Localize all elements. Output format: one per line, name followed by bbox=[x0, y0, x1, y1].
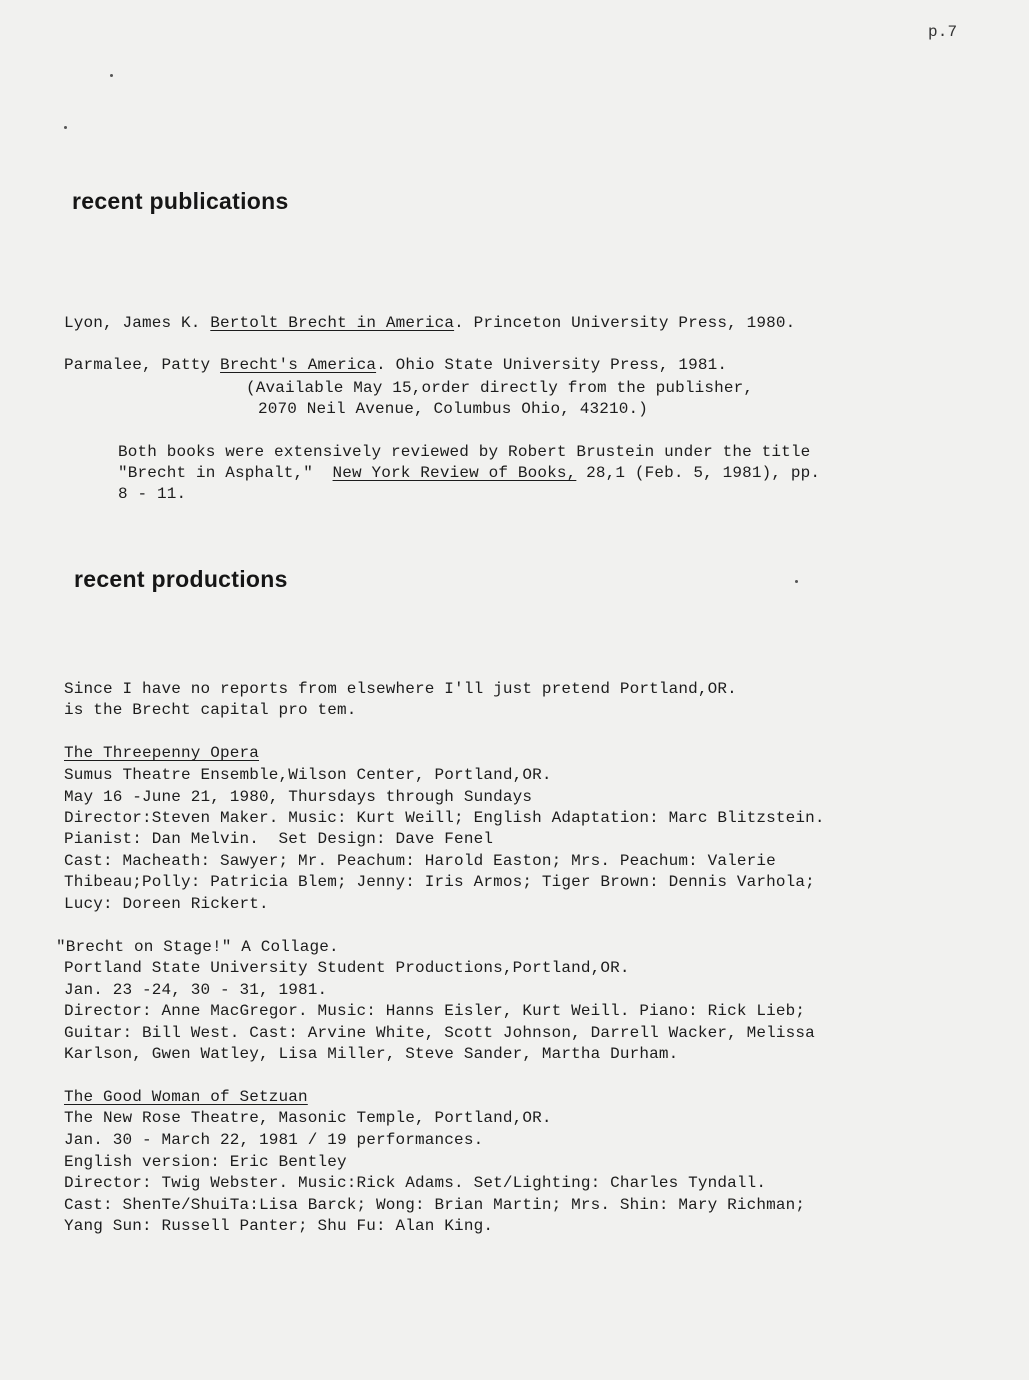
review-issue: 28,1 (Feb. 5, 1981), pp. bbox=[576, 464, 821, 482]
production-detail-line: Jan. 30 - March 22, 1981 / 19 performances. bbox=[64, 1131, 484, 1149]
publication-author: Parmalee, Patty bbox=[64, 356, 211, 374]
review-pages-line: 8 - 11. bbox=[118, 485, 187, 503]
production-detail-line: Karlson, Gwen Watley, Lisa Miller, Steve Sander, Martha Durham. bbox=[64, 1045, 679, 1063]
publication-lyon bbox=[64, 313, 795, 333]
publications-heading: recent publications bbox=[72, 188, 289, 214]
publication-publisher: . Princeton University Press, 1980. bbox=[454, 314, 796, 332]
review-text-line: Both books were extensively reviewed by Robert Brustein under the title bbox=[118, 443, 811, 461]
review-citation-line bbox=[118, 463, 820, 483]
production-detail-line: Lucy: Doreen Rickert. bbox=[64, 895, 269, 913]
production-detail-line: Pianist: Dan Melvin. Set Design: Dave Fenel bbox=[64, 830, 494, 848]
publication-title: Brecht's America bbox=[220, 356, 377, 374]
production-detail-line: Guitar: Bill West. Cast: Arvine White, Scott Johnson, Darrell Wacker, Melissa bbox=[64, 1024, 815, 1042]
production-detail-line: Jan. 23 -24, 30 - 31, 1981. bbox=[64, 981, 328, 999]
production-detail-line: Cast: Macheath: Sawyer; Mr. Peachum: Harold Easton; Mrs. Peachum: Valerie bbox=[64, 852, 776, 870]
production-detail-line: The New Rose Theatre, Masonic Temple, Portland,OR. bbox=[64, 1109, 552, 1127]
production-title: "Brecht on Stage!" A Collage. bbox=[56, 938, 339, 956]
publication-author: Lyon, James K. bbox=[64, 314, 201, 332]
scan-speck bbox=[795, 580, 798, 583]
publication-parmalee bbox=[64, 355, 727, 375]
page-number: p.7 bbox=[928, 23, 958, 41]
productions-heading: recent productions bbox=[74, 566, 288, 592]
production-detail-line: Sumus Theatre Ensemble,Wilson Center, Portland,OR. bbox=[64, 766, 552, 784]
production-detail-line: English version: Eric Bentley bbox=[64, 1153, 347, 1171]
scan-speck bbox=[64, 126, 67, 129]
production-detail-line: Yang Sun: Russell Panter; Shu Fu: Alan King. bbox=[64, 1217, 494, 1235]
production-detail-line: Portland State University Student Productions,Portland,OR. bbox=[64, 959, 630, 977]
production-title: The Good Woman of Setzuan bbox=[64, 1088, 308, 1106]
production-detail-line: Director:Steven Maker. Music: Kurt Weill; English Adaptation: Marc Blitzstein. bbox=[64, 809, 825, 827]
production-title: The Threepenny Opera bbox=[64, 744, 260, 762]
publication-publisher: . Ohio State University Press, 1981. bbox=[376, 356, 728, 374]
production-detail-line: Thibeau;Polly: Patricia Blem; Jenny: Iris Armos; Tiger Brown: Dennis Varhola; bbox=[64, 873, 815, 891]
production-detail-line: May 16 -June 21, 1980, Thursdays through Sundays bbox=[64, 788, 533, 806]
publication-availability-line: (Available May 15,order directly from the publisher, bbox=[246, 379, 754, 397]
productions-intro-line: Since I have no reports from elsewhere I'll just pretend Portland,OR. bbox=[64, 680, 737, 698]
scan-speck bbox=[110, 74, 113, 77]
production-detail-line: Cast: ShenTe/ShuiTa:Lisa Barck; Wong: Brian Martin; Mrs. Shin: Mary Richman; bbox=[64, 1196, 806, 1214]
productions-intro-line: is the Brecht capital pro tem. bbox=[64, 701, 357, 719]
production-detail-line: Director: Anne MacGregor. Music: Hanns Eisler, Kurt Weill. Piano: Rick Lieb; bbox=[64, 1002, 806, 1020]
review-journal: New York Review of Books, bbox=[332, 464, 577, 482]
review-article-title: "Brecht in Asphalt," bbox=[118, 464, 314, 482]
publication-title: Bertolt Brecht in America bbox=[210, 314, 455, 332]
production-detail-line: Director: Twig Webster. Music:Rick Adams. Set/Lighting: Charles Tyndall. bbox=[64, 1174, 767, 1192]
publication-address-line: 2070 Neil Avenue, Columbus Ohio, 43210.) bbox=[258, 400, 649, 418]
